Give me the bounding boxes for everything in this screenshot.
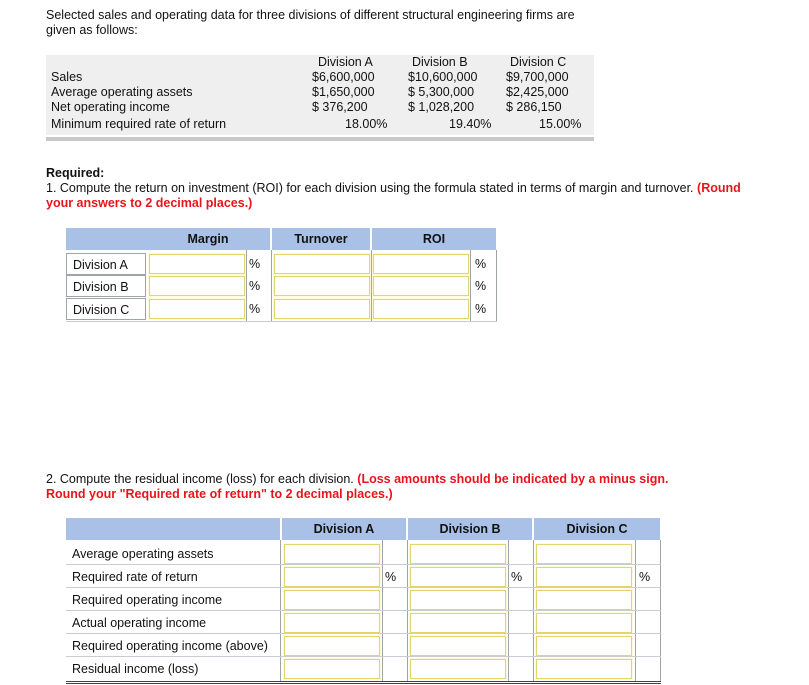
actual-income-input-division-c[interactable]: [536, 613, 632, 633]
q2-instruction: (Loss amounts should be indicated by a minus sign. Round your "Required rate of return" to 2 decimal places.): [46, 472, 669, 501]
required-income-above-input-division-c[interactable]: [536, 636, 632, 656]
row-label-division-a: Division A: [66, 253, 146, 275]
actual-income-input-division-a[interactable]: [284, 613, 380, 633]
required-rate-pct-b: %: [511, 570, 523, 584]
required-income-above-input-division-b[interactable]: [410, 636, 506, 656]
required-rate-input-division-c[interactable]: [536, 567, 632, 587]
header-division-b: Division B: [408, 518, 532, 540]
required-income-input-division-c[interactable]: [536, 590, 632, 610]
given-data-table: [46, 55, 594, 145]
header-margin: Margin: [146, 228, 270, 250]
data-row-min-rate: Minimum required rate of return 18.00% 19.40% 15.00%: [51, 117, 582, 131]
data-header-division-a: Division A: [318, 55, 373, 69]
q1-question: [46, 181, 746, 211]
header-division-c: Division C: [534, 518, 660, 540]
row-label-required-income: Required operating income: [72, 593, 223, 607]
roi-pct-b: %: [475, 279, 487, 293]
residual-income-input-division-a[interactable]: [284, 659, 380, 679]
margin-input-division-c[interactable]: [149, 299, 245, 319]
row-label-division-b: Division B: [66, 275, 146, 297]
data-row-noi: Net operating income $ 376,200 $ 1,028,200 $ 286,150: [51, 100, 562, 114]
q1-instruction: (Round your answers to 2 decimal places.): [46, 181, 741, 210]
row-label-required-income-above: Required operating income (above): [72, 639, 268, 653]
data-header-division-c: Division C: [510, 55, 567, 69]
margin-pct-c: %: [249, 302, 261, 316]
avg-assets-input-division-a[interactable]: [284, 544, 380, 564]
required-rate-input-division-b[interactable]: [410, 567, 506, 587]
q1-text: 1. Compute the return on investment (ROI) for each division using the formula stated in terms of margin and turnover.: [46, 181, 694, 195]
required-rate-pct-c: %: [639, 570, 651, 584]
margin-pct-a: %: [249, 257, 261, 271]
q2-text: 2. Compute the residual income (loss) for each division.: [46, 472, 354, 486]
data-row-assets: Average operating assets $1,650,000 $ 5,300,000 $2,425,000: [51, 85, 569, 99]
row-label-actual-income: Actual operating income: [72, 616, 207, 630]
roi-pct-a: %: [475, 257, 487, 271]
margin-input-division-b[interactable]: [149, 276, 245, 296]
residual-income-input-division-b[interactable]: [410, 659, 506, 679]
q2-question: [46, 472, 686, 502]
avg-assets-input-division-b[interactable]: [410, 544, 506, 564]
required-income-input-division-a[interactable]: [284, 590, 380, 610]
row-label-required-rate: Required rate of return: [72, 570, 198, 584]
data-header-division-b: Division B: [412, 55, 468, 69]
required-income-above-input-division-a[interactable]: [284, 636, 380, 656]
turnover-input-division-a[interactable]: [274, 254, 370, 274]
required-section: [46, 166, 746, 211]
actual-income-input-division-b[interactable]: [410, 613, 506, 633]
residual-income-input-division-c[interactable]: [536, 659, 632, 679]
header-turnover: Turnover: [272, 228, 370, 250]
required-rate-pct-a: %: [385, 570, 397, 584]
roi-input-division-a[interactable]: [373, 254, 469, 274]
required-income-input-division-b[interactable]: [410, 590, 506, 610]
avg-assets-input-division-c[interactable]: [536, 544, 632, 564]
margin-pct-b: %: [249, 279, 261, 293]
roi-input-division-c[interactable]: [373, 299, 469, 319]
margin-input-division-a[interactable]: [149, 254, 245, 274]
roi-input-division-b[interactable]: [373, 276, 469, 296]
header-division-a: Division A: [282, 518, 406, 540]
row-label-division-c: Division C: [66, 298, 146, 320]
roi-pct-c: %: [475, 302, 487, 316]
intro-text: Selected sales and operating data for three divisions of different structural engineering firms are given as follows:: [46, 8, 575, 37]
required-title: Required:: [46, 166, 105, 180]
data-row-sales: Sales $6,600,000 $10,600,000 $9,700,000: [51, 70, 569, 84]
turnover-input-division-c[interactable]: [274, 299, 370, 319]
turnover-input-division-b[interactable]: [274, 276, 370, 296]
required-rate-input-division-a[interactable]: [284, 567, 380, 587]
row-label-residual-income: Residual income (loss): [72, 662, 199, 676]
row-label-avg-assets: Average operating assets: [72, 547, 214, 561]
header-roi: ROI: [372, 228, 496, 250]
